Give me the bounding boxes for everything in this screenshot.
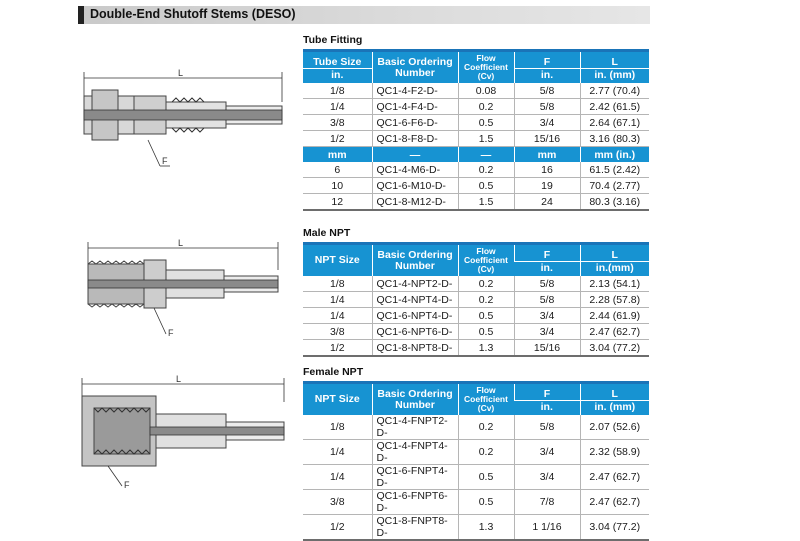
table-cell: 1.5 bbox=[458, 131, 514, 147]
table-cell: 5/8 bbox=[514, 276, 580, 292]
table-cell: 3/4 bbox=[514, 115, 580, 131]
page-title: Double-End Shutoff Stems (DESO) bbox=[90, 7, 296, 21]
table-cell: 0.2 bbox=[458, 292, 514, 308]
table-cell: 3/4 bbox=[514, 308, 580, 324]
ordering-header bbox=[372, 51, 458, 84]
table-cell: 1/8 bbox=[303, 83, 372, 99]
table-row bbox=[303, 276, 649, 292]
size-header: Tube Size bbox=[303, 51, 372, 69]
table-header-row bbox=[303, 383, 649, 401]
ordering-header bbox=[372, 383, 458, 416]
table-cell: 1.3 bbox=[458, 515, 514, 541]
table-cell: QC1-4-NPT2-D- bbox=[372, 276, 458, 292]
table-row bbox=[303, 83, 649, 99]
table-cell: 3/8 bbox=[303, 490, 372, 515]
table-cell: 1.5 bbox=[458, 194, 514, 211]
length-label: L bbox=[178, 68, 184, 78]
header-text: Coefficient bbox=[464, 62, 508, 72]
male-npt-drawing bbox=[78, 236, 298, 346]
table-cell: 5/8 bbox=[514, 83, 580, 99]
table-cell: 1/4 bbox=[303, 308, 372, 324]
table-cell: QC1-8-NPT8-D- bbox=[372, 340, 458, 357]
female-npt-drawing bbox=[78, 374, 298, 494]
table-row bbox=[303, 324, 649, 340]
table-cell: 2.07 (52.6) bbox=[580, 415, 649, 440]
table-row bbox=[303, 415, 649, 440]
table-cell: 1/2 bbox=[303, 340, 372, 357]
table-cell: 0.5 bbox=[458, 465, 514, 490]
table-cell: QC1-6-NPT4-D- bbox=[372, 308, 458, 324]
table-cell: 0.2 bbox=[458, 440, 514, 465]
header-text: Flow bbox=[476, 246, 496, 256]
f-header: F bbox=[514, 383, 580, 401]
f-unit: in. bbox=[514, 69, 580, 84]
table-cell: 10 bbox=[303, 178, 372, 194]
flats-label: F bbox=[162, 156, 168, 166]
table-row bbox=[303, 115, 649, 131]
l-unit: in.(mm) bbox=[580, 262, 649, 277]
title-marker bbox=[78, 6, 84, 24]
table-cell: 2.28 (57.8) bbox=[580, 292, 649, 308]
table-cell: 1/2 bbox=[303, 515, 372, 541]
table-cell: 3/4 bbox=[514, 465, 580, 490]
flats-label: F bbox=[168, 328, 174, 338]
table-cell: 0.5 bbox=[458, 115, 514, 131]
table-cell: 70.4 (2.77) bbox=[580, 178, 649, 194]
table-cell: 7/8 bbox=[514, 490, 580, 515]
table-cell: 15/16 bbox=[514, 131, 580, 147]
table-cell: 0.5 bbox=[458, 324, 514, 340]
table-cell: 2.13 (54.1) bbox=[580, 276, 649, 292]
table-cell: 1 1/16 bbox=[514, 515, 580, 541]
female-npt-table bbox=[303, 381, 649, 541]
table-cell: 15/16 bbox=[514, 340, 580, 357]
table-cell: QC1-8-M12-D- bbox=[372, 194, 458, 211]
f-header: F bbox=[514, 244, 580, 262]
header-text: Coefficient bbox=[464, 394, 508, 404]
header-text: Basic Ordering bbox=[377, 55, 453, 68]
header-text: Coefficient bbox=[464, 255, 508, 265]
table-cell: QC1-4-F2-D- bbox=[372, 83, 458, 99]
table-cell: 0.2 bbox=[458, 276, 514, 292]
size-header: NPT Size bbox=[303, 244, 372, 277]
table-row bbox=[303, 178, 649, 194]
table-cell: QC1-4-NPT4-D- bbox=[372, 292, 458, 308]
table-cell: 1/2 bbox=[303, 131, 372, 147]
size-unit: in. bbox=[303, 69, 372, 84]
tube-fitting-drawing bbox=[78, 66, 298, 176]
table-cell: 2.77 (70.4) bbox=[580, 83, 649, 99]
table-cell: 6 bbox=[303, 162, 372, 178]
l-header: L bbox=[580, 244, 649, 262]
table-row bbox=[303, 308, 649, 324]
table-cell: 2.47 (62.7) bbox=[580, 465, 649, 490]
table-cell: 3.04 (77.2) bbox=[580, 340, 649, 357]
size-header: NPT Size bbox=[303, 383, 372, 416]
table-cell: QC1-6-M10-D- bbox=[372, 178, 458, 194]
header-text: (Cv) bbox=[477, 403, 495, 413]
table-cell: 3/8 bbox=[303, 115, 372, 131]
table-cell: 16 bbox=[514, 162, 580, 178]
f-header: F bbox=[514, 51, 580, 69]
table-cell: QC1-4-FNPT4-D- bbox=[372, 440, 458, 465]
table-cell: 3/8 bbox=[303, 324, 372, 340]
table-cell: QC1-6-FNPT6-D- bbox=[372, 490, 458, 515]
header-text: Number bbox=[395, 398, 435, 411]
table-cell: — bbox=[372, 147, 458, 163]
table-cell: mm bbox=[303, 147, 372, 163]
table-cell: mm (in.) bbox=[580, 147, 649, 163]
table-cell: 0.5 bbox=[458, 178, 514, 194]
table-cell: 0.2 bbox=[458, 99, 514, 115]
table-cell: QC1-6-NPT6-D- bbox=[372, 324, 458, 340]
table-cell: — bbox=[458, 147, 514, 163]
table-cell: QC1-6-F6-D- bbox=[372, 115, 458, 131]
table-cell: 5/8 bbox=[514, 99, 580, 115]
section-title-bar bbox=[78, 6, 650, 24]
table-cell: QC1-6-FNPT4-D- bbox=[372, 465, 458, 490]
table-cell: 1/8 bbox=[303, 276, 372, 292]
table-row bbox=[303, 99, 649, 115]
table-cell: 0.2 bbox=[458, 415, 514, 440]
table-cell: 3/4 bbox=[514, 440, 580, 465]
f-unit: in. bbox=[514, 401, 580, 416]
table-cell: 19 bbox=[514, 178, 580, 194]
mm-header-row bbox=[303, 147, 649, 163]
table-cell: 1/8 bbox=[303, 415, 372, 440]
header-text: Number bbox=[395, 259, 435, 272]
header-text: Number bbox=[395, 66, 435, 79]
f-unit: in. bbox=[514, 262, 580, 277]
l-header: L bbox=[580, 51, 649, 69]
header-text: Flow bbox=[476, 385, 496, 395]
male-npt-table bbox=[303, 242, 649, 357]
table-cell: 61.5 (2.42) bbox=[580, 162, 649, 178]
table-cell: 0.08 bbox=[458, 83, 514, 99]
table-cell: 3.04 (77.2) bbox=[580, 515, 649, 541]
flow-header bbox=[458, 51, 514, 84]
table-row bbox=[303, 440, 649, 465]
table-row bbox=[303, 162, 649, 178]
table-cell: QC1-4-FNPT2-D- bbox=[372, 415, 458, 440]
table-cell: QC1-8-FNPT8-D- bbox=[372, 515, 458, 541]
table-header-row bbox=[303, 51, 649, 69]
tube-fitting-title: Tube Fitting bbox=[303, 34, 363, 46]
flow-header bbox=[458, 244, 514, 277]
header-text: Basic Ordering bbox=[377, 387, 453, 400]
l-unit: in. (mm) bbox=[580, 69, 649, 84]
table-cell: 5/8 bbox=[514, 292, 580, 308]
male-npt-title: Male NPT bbox=[303, 227, 351, 239]
header-text: Flow bbox=[476, 53, 496, 63]
l-header: L bbox=[580, 383, 649, 401]
table-cell: 12 bbox=[303, 194, 372, 211]
table-cell: 1.3 bbox=[458, 340, 514, 357]
table-cell: 2.42 (61.5) bbox=[580, 99, 649, 115]
table-cell: 0.5 bbox=[458, 490, 514, 515]
table-cell: 2.64 (67.1) bbox=[580, 115, 649, 131]
table-row bbox=[303, 194, 649, 211]
table-cell: QC1-4-M6-D- bbox=[372, 162, 458, 178]
table-cell: 2.44 (61.9) bbox=[580, 308, 649, 324]
header-text: Basic Ordering bbox=[377, 248, 453, 261]
length-label: L bbox=[178, 238, 184, 248]
table-cell: 1/4 bbox=[303, 292, 372, 308]
tube-fitting-table bbox=[303, 49, 649, 211]
table-cell: 1/4 bbox=[303, 465, 372, 490]
table-cell: QC1-4-F4-D- bbox=[372, 99, 458, 115]
table-cell: QC1-8-F8-D- bbox=[372, 131, 458, 147]
table-row bbox=[303, 131, 649, 147]
table-cell: 0.2 bbox=[458, 162, 514, 178]
table-cell: 24 bbox=[514, 194, 580, 211]
table-cell: 2.32 (58.9) bbox=[580, 440, 649, 465]
table-cell: 1/4 bbox=[303, 99, 372, 115]
ordering-header bbox=[372, 244, 458, 277]
flats-label: F bbox=[124, 480, 130, 490]
table-cell: 80.3 (3.16) bbox=[580, 194, 649, 211]
table-row bbox=[303, 515, 649, 541]
table-row bbox=[303, 340, 649, 357]
table-cell: mm bbox=[514, 147, 580, 163]
flow-header bbox=[458, 383, 514, 416]
table-cell: 0.5 bbox=[458, 308, 514, 324]
table-row bbox=[303, 490, 649, 515]
header-text: (Cv) bbox=[477, 264, 495, 274]
table-row bbox=[303, 292, 649, 308]
length-label: L bbox=[176, 374, 182, 384]
table-cell: 2.47 (62.7) bbox=[580, 324, 649, 340]
header-text: (Cv) bbox=[477, 71, 495, 81]
table-cell: 2.47 (62.7) bbox=[580, 490, 649, 515]
l-unit: in. (mm) bbox=[580, 401, 649, 416]
table-cell: 1/4 bbox=[303, 440, 372, 465]
table-cell: 5/8 bbox=[514, 415, 580, 440]
table-cell: 3/4 bbox=[514, 324, 580, 340]
female-npt-title: Female NPT bbox=[303, 366, 364, 378]
table-row bbox=[303, 465, 649, 490]
table-cell: 3.16 (80.3) bbox=[580, 131, 649, 147]
table-header-row bbox=[303, 244, 649, 262]
